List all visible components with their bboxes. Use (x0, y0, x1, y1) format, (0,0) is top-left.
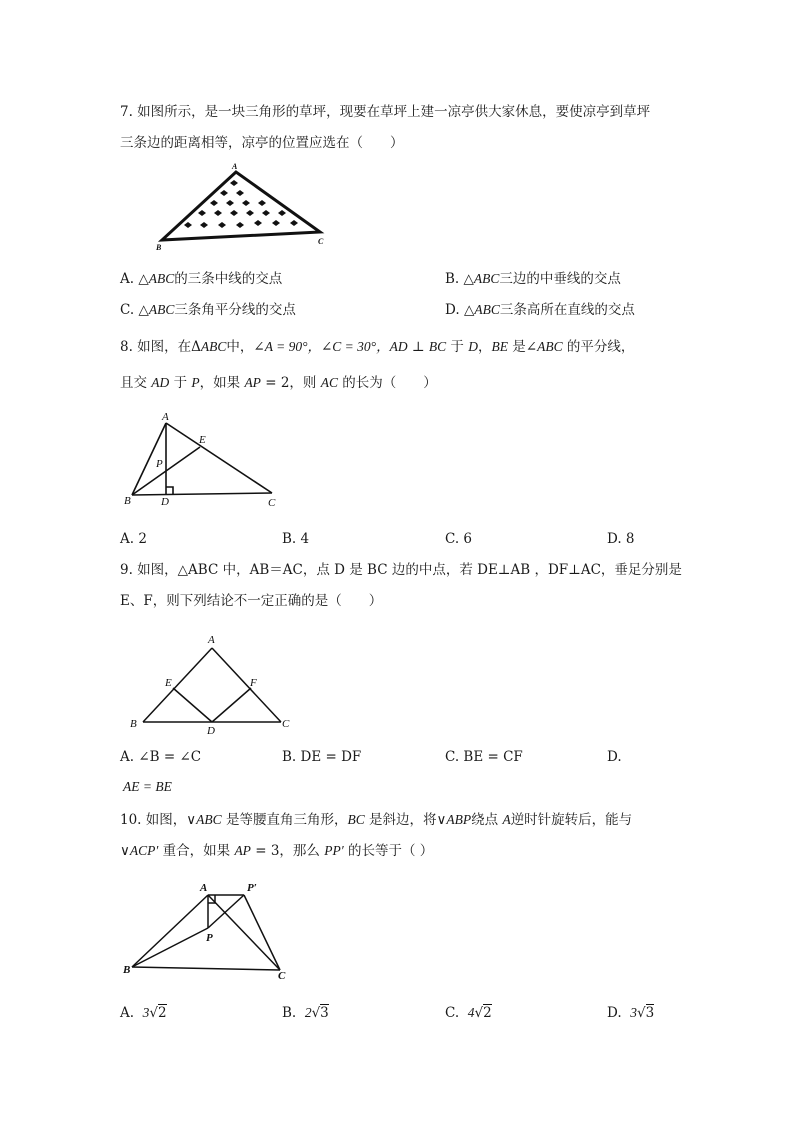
q8-label-d: D (161, 496, 169, 508)
sqrt-symbol: √ (474, 1005, 484, 1021)
q10-label-b: B (123, 964, 131, 976)
q9-triangle-figure (125, 630, 300, 740)
triangle-symbol: △ (463, 271, 474, 287)
q7-stem-line1: 7. 如图所示，是一块三角形的草坪，现要在草坪上建一凉亭供大家休息，要使凉亭到草坪 (120, 104, 651, 120)
q9-label-b: B (130, 718, 137, 730)
q8-stem-line2: 且交 AD 于 P，如果 AP = 2，则 AC 的长为（ ） (120, 375, 437, 391)
q9-option-d-continued: AE = BE (123, 779, 172, 794)
q9-option-d[interactable]: D. (607, 749, 622, 765)
q8-option-d[interactable]: D. 8 (607, 531, 635, 547)
q10-stem-line1: 10. 如图，∨ABC 是等腰直角三角形，BC 是斜边，将∨ABP绕点 A逆时针旋转后，能与 (120, 812, 633, 828)
q8-label-b: B (124, 495, 131, 507)
q7-label-a: A (232, 162, 238, 171)
option-text: 三条高所在直线的交点 (499, 302, 635, 318)
q8-option-b[interactable]: B. 4 (282, 531, 310, 547)
q7-option-d[interactable] (445, 301, 635, 319)
triangle-name: ABC (474, 302, 500, 317)
q8-label-a: A (162, 411, 169, 423)
q10-label-c: C (278, 970, 286, 982)
q9-label-a: A (208, 634, 215, 646)
q8-label-c: C (268, 497, 276, 509)
sqrt-symbol: √ (311, 1005, 321, 1021)
sqrt-symbol: √ (149, 1005, 158, 1021)
q9-stem-line2: E、F，则下列结论不一定正确的是（ ） (120, 593, 383, 609)
q7-label-c: C (318, 237, 324, 246)
q7-option-c[interactable] (120, 301, 296, 319)
triangle-name: ABC (473, 271, 500, 286)
option-letter: D. (445, 302, 464, 318)
q9-option-a[interactable]: A. ∠B = ∠C (120, 749, 202, 765)
q8-label-p: P (156, 458, 163, 470)
option-text: 三边的中垂线的交点 (499, 271, 621, 287)
triangle-symbol: △ (138, 271, 149, 287)
q10-option-d[interactable]: D. 3√3 (607, 1005, 655, 1021)
q9-label-d: D (207, 725, 215, 737)
q7-option-b[interactable] (445, 270, 621, 288)
option-letter: B. (445, 271, 464, 287)
option-letter: C. (120, 302, 139, 318)
q10-triangle-figure (120, 875, 300, 985)
q8-option-c[interactable]: C. 6 (445, 531, 473, 547)
q8-triangle-figure (120, 405, 290, 515)
q7-lawn-figure (150, 160, 340, 255)
q9-label-c: C (282, 718, 290, 730)
q8-option-a[interactable]: A. 2 (120, 531, 147, 547)
q10-label-a: A (200, 882, 208, 894)
q10-stem-line2: ∨ACP′ 重合，如果 AP = 3，那么 PP′ 的长等于（ ） (120, 843, 434, 859)
option-text: 三条角平分线的交点 (174, 302, 296, 318)
q9-stem-line1: 9. 如图，△ABC 中，AB＝AC，点 D 是 BC 边的中点，若 DE⊥AB ，DF⊥AC，垂足分别是 (120, 562, 682, 578)
q9-label-e: E (165, 677, 172, 689)
q10-option-a[interactable]: A. 3√2 (120, 1005, 167, 1021)
q10-option-b[interactable]: B. 2√3 (282, 1005, 329, 1021)
triangle-name: ABC (148, 302, 175, 317)
q10-label-p: P (206, 932, 213, 944)
q7-option-a[interactable] (120, 270, 282, 288)
q7-label-b: B (156, 243, 162, 252)
q9-option-c[interactable]: C. BE = CF (445, 749, 523, 765)
q9-label-f: F (250, 677, 257, 689)
q10-option-c[interactable]: C. 4√2 (445, 1005, 492, 1021)
q9-option-b[interactable]: B. DE = DF (282, 749, 362, 765)
option-letter: A. (120, 271, 139, 287)
q10-label-p-prime: P′ (247, 882, 257, 894)
triangle-name: ABC (148, 271, 175, 286)
q8-stem-line1: 8. 如图，在ΔABC中，∠A = 90°，∠C = 30°，AD ⊥ BC 于 D，BE 是∠ABC 的平分线， (120, 339, 635, 355)
triangle-symbol: △ (138, 302, 149, 318)
q7-stem-line2: 三条边的距离相等，凉亭的位置应选在（ ） (120, 135, 404, 151)
sqrt-symbol: √ (636, 1005, 646, 1021)
triangle-symbol: △ (463, 302, 475, 318)
q8-label-e: E (199, 434, 206, 446)
option-text: 的三条中线的交点 (174, 271, 283, 287)
